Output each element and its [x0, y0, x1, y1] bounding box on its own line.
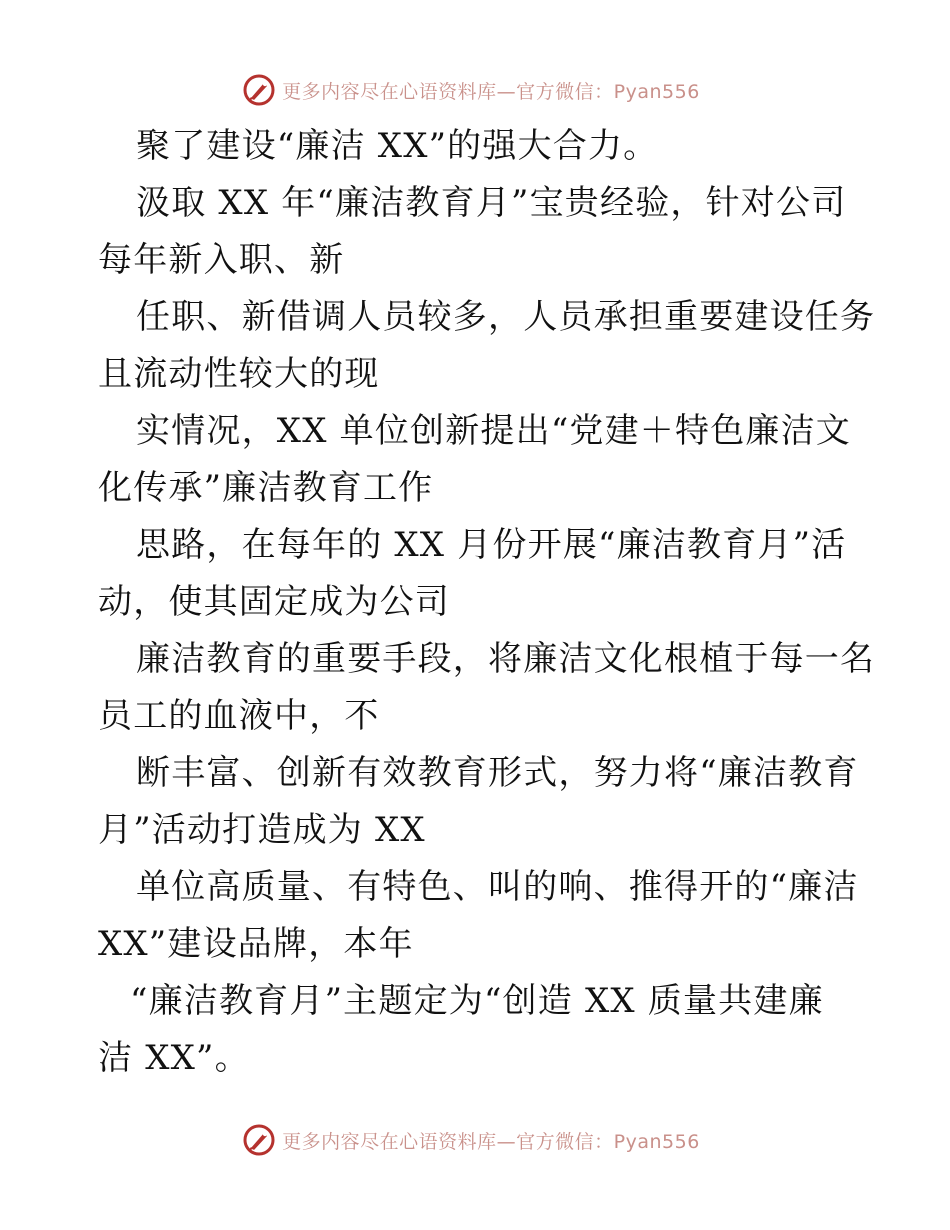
text-line: 月”活动打造成为 XX — [98, 810, 426, 850]
header-banner-text: 更多内容尽在心语资料库—官方微信：Pyan556 — [282, 80, 700, 103]
text-line: XX”建设品牌，本年 — [98, 924, 414, 964]
header-banner — [0, 70, 950, 110]
text-line: 汲取 XX 年“廉洁教育月”宝贵经验，针对公司 — [136, 183, 847, 223]
text-line: 实情况，XX 单位创新提出“党建＋特色廉洁文 — [136, 411, 851, 451]
text-line: 每年新入职、新 — [98, 240, 345, 280]
text-line: 任职、新借调人员较多，人员承担重要建设任务 — [136, 297, 876, 337]
footer-banner-content — [242, 1123, 700, 1157]
text-line: 化传承”廉洁教育工作 — [98, 468, 434, 508]
text-line: 动，使其固定成为公司 — [98, 582, 450, 622]
footer-banner — [0, 1120, 950, 1160]
text-line: 且流动性较大的现 — [98, 354, 380, 394]
text-line: 断丰富、创新有效教育形式，努力将“廉洁教育 — [136, 753, 859, 793]
text-line: “廉洁教育月”主题定为“创造 XX 质量共建廉 — [130, 981, 824, 1021]
logo-icon — [242, 1123, 276, 1157]
text-line: 单位高质量、有特色、叫的响、推得开的“廉洁 — [136, 867, 859, 907]
document-body — [98, 118, 876, 1087]
text-line: 洁 XX”。 — [98, 1038, 250, 1078]
text-line: 廉洁教育的重要手段，将廉洁文化根植于每一名 — [136, 639, 876, 679]
text-line: 思路，在每年的 XX 月份开展“廉洁教育月”活 — [136, 525, 847, 565]
text-line: 聚了建设“廉洁 XX”的强大合力。 — [136, 126, 659, 166]
footer-banner-text: 更多内容尽在心语资料库—官方微信：Pyan556 — [282, 1130, 700, 1153]
text-line: 员工的血液中，不 — [98, 696, 380, 736]
logo-icon — [242, 73, 276, 107]
header-banner-content — [242, 73, 700, 107]
